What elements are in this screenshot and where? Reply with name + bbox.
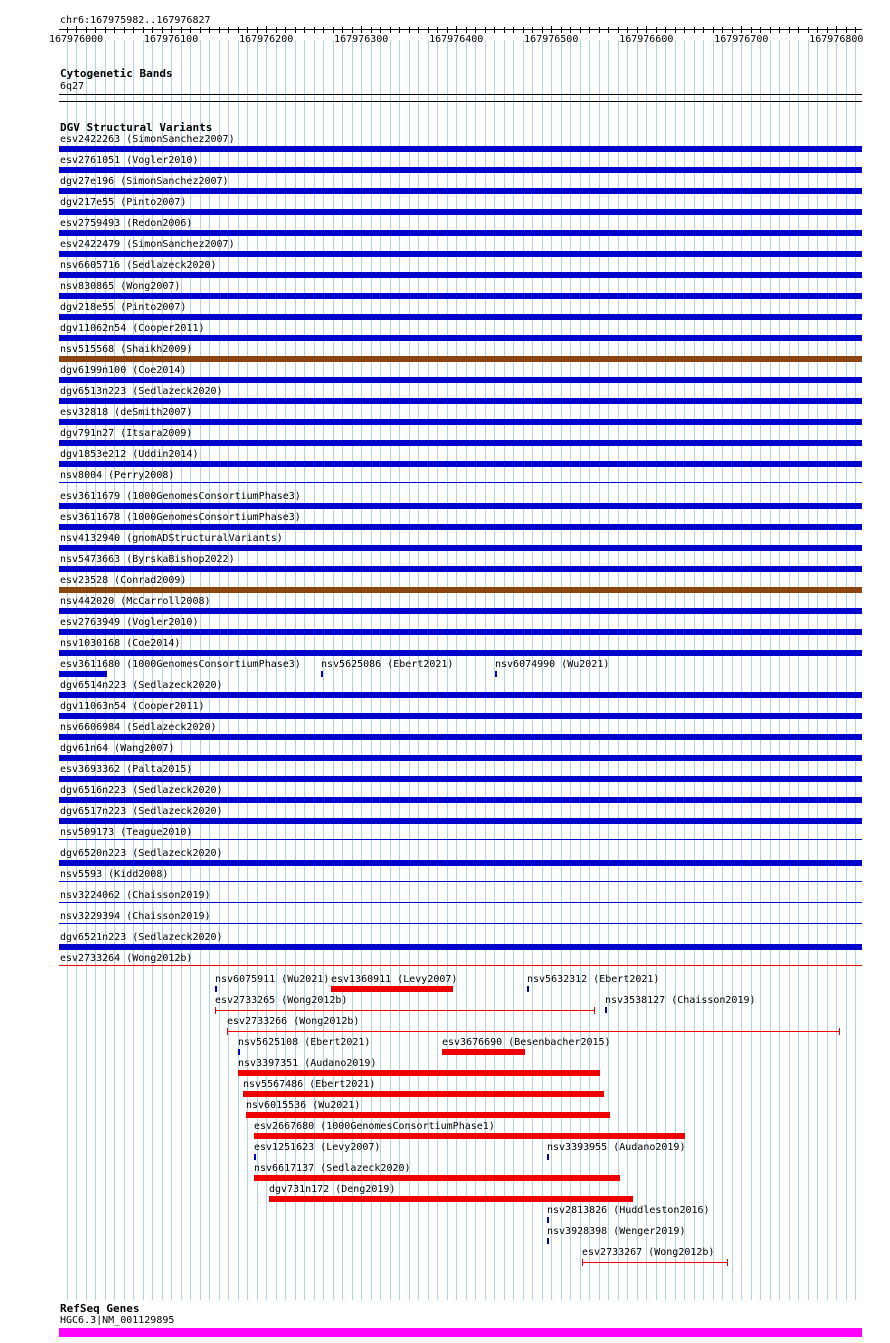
variant-label[interactable]: esv32818 (deSmith2007) (60, 407, 193, 418)
variant-bar[interactable] (246, 1112, 610, 1118)
variant-label[interactable]: dgv27e196 (SimonSanchez2007) (60, 176, 229, 187)
variant-bar[interactable] (59, 797, 862, 803)
ruler-tick-label: 167976200 (239, 34, 294, 45)
variant-label[interactable]: nsv6606984 (Sedlazeck2020) (60, 722, 217, 733)
variant-bar[interactable] (59, 356, 862, 362)
variant-label[interactable]: nsv442020 (McCarroll2008) (60, 596, 211, 607)
variant-bar[interactable] (59, 608, 862, 614)
variant-bar[interactable] (59, 209, 862, 215)
variant-bar[interactable] (605, 1007, 607, 1013)
cytogenetic-band-label: 6q27 (60, 81, 85, 92)
variant-bar-endcap (594, 1007, 595, 1014)
variant-label[interactable]: nsv5625086 (Ebert2021) (321, 659, 454, 670)
variant-label[interactable]: nsv3538127 (Chaisson2019) (605, 995, 756, 1006)
variant-label[interactable]: dgv61n64 (Wang2007) (60, 743, 175, 754)
variant-bar[interactable] (442, 1049, 525, 1055)
row-separator (59, 482, 862, 483)
variant-label[interactable]: nsv3397351 (Audano2019) (238, 1058, 377, 1069)
variant-label[interactable]: nsv8004 (Perry2008) (60, 470, 175, 481)
ruler-tick-label: 167976000 (49, 34, 104, 45)
variant-label[interactable]: esv2733264 (Wong2012b) (60, 953, 193, 964)
variant-label[interactable]: nsv3229394 (Chaisson2019) (60, 911, 211, 922)
variant-bar[interactable] (59, 860, 862, 866)
variant-label[interactable]: nsv830865 (Wong2007) (60, 281, 181, 292)
variant-bar[interactable] (238, 1070, 600, 1076)
variant-bar-thin[interactable] (582, 1262, 727, 1263)
variant-label[interactable]: esv1360911 (Levy2007) (331, 974, 458, 985)
variant-bar-endcap (839, 1028, 840, 1035)
refseq-track-title[interactable]: RefSeq Genes (60, 1302, 140, 1315)
variant-bar[interactable] (254, 1154, 256, 1160)
variant-label[interactable]: nsv1030168 (Coe2014) (60, 638, 181, 649)
variant-label[interactable]: dgv6520n223 (Sedlazeck2020) (60, 848, 223, 859)
variant-bar-thin[interactable] (215, 1010, 594, 1011)
variant-label[interactable]: dgv6516n223 (Sedlazeck2020) (60, 785, 223, 796)
variant-label[interactable]: nsv6075911 (Wu2021) (215, 974, 330, 985)
variant-bar[interactable] (547, 1238, 549, 1244)
variant-bar[interactable] (269, 1196, 633, 1202)
row-separator (59, 902, 862, 903)
variant-label[interactable]: dgv6517n223 (Sedlazeck2020) (60, 806, 223, 817)
variant-label[interactable]: esv3611678 (1000GenomesConsortiumPhase3) (60, 512, 301, 523)
variant-bar[interactable] (59, 629, 862, 635)
variant-label[interactable]: dgv1853e212 (Uddin2014) (60, 449, 199, 460)
variant-bar[interactable] (59, 335, 862, 341)
variant-bar[interactable] (59, 818, 862, 824)
variant-label[interactable]: esv2667680 (1000GenomesConsortiumPhase1) (254, 1121, 495, 1132)
variant-label[interactable]: dgv11062n54 (Cooper2011) (60, 323, 205, 334)
variant-label[interactable]: nsv5567486 (Ebert2021) (243, 1079, 376, 1090)
ruler-tick-label: 167976800 (809, 34, 864, 45)
variant-label[interactable]: esv2733265 (Wong2012b) (215, 995, 348, 1006)
variant-bar[interactable] (59, 503, 862, 509)
variant-label[interactable]: dgv6521n223 (Sedlazeck2020) (60, 932, 223, 943)
variant-label[interactable]: nsv3224062 (Chaisson2019) (60, 890, 211, 901)
variant-label[interactable]: dgv6199n100 (Coe2014) (60, 365, 187, 376)
variant-label[interactable]: esv2422479 (SimonSanchez2007) (60, 239, 235, 250)
variant-bar[interactable] (59, 524, 862, 530)
variant-bar[interactable] (321, 671, 323, 677)
variant-bar[interactable] (59, 314, 862, 320)
variant-label[interactable]: nsv5625108 (Ebert2021) (238, 1037, 371, 1048)
row-separator (59, 923, 862, 924)
variant-label[interactable]: esv2761051 (Vogler2010) (60, 155, 199, 166)
row-separator (59, 881, 862, 882)
variant-label[interactable]: dgv6513n223 (Sedlazeck2020) (60, 386, 223, 397)
variant-bar[interactable] (59, 398, 862, 404)
variant-bar[interactable] (59, 734, 862, 740)
variant-bar[interactable] (495, 671, 497, 677)
variant-label[interactable]: esv3611679 (1000GenomesConsortiumPhase3) (60, 491, 301, 502)
variant-bar[interactable] (59, 776, 862, 782)
variant-bar[interactable] (547, 1217, 549, 1223)
variant-bar-endcap (215, 1007, 216, 1014)
cytogenetic-band-line-bottom (59, 101, 862, 102)
variant-label[interactable]: dgv6514n223 (Sedlazeck2020) (60, 680, 223, 691)
variant-bar[interactable] (527, 986, 529, 992)
variant-label[interactable]: nsv6605716 (Sedlazeck2020) (60, 260, 217, 271)
variant-bar[interactable] (59, 713, 862, 719)
variant-bar[interactable] (243, 1091, 604, 1097)
variant-label[interactable]: esv23528 (Conrad2009) (60, 575, 187, 586)
variant-bar[interactable] (547, 1154, 549, 1160)
variant-label[interactable]: nsv4132940 (gnomADStructuralVariants) (60, 533, 283, 544)
row-separator (59, 839, 862, 840)
variant-label[interactable]: nsv5593 (Kidd2008) (60, 869, 169, 880)
variant-bar[interactable] (59, 419, 862, 425)
variant-bar[interactable] (59, 461, 862, 467)
variant-bar[interactable] (238, 1049, 240, 1055)
cytogenetic-track-title[interactable]: Cytogenetic Bands (60, 67, 173, 80)
variant-bar[interactable] (59, 755, 862, 761)
variant-bar[interactable] (59, 293, 862, 299)
track-separator-red (59, 965, 862, 966)
variant-bar[interactable] (59, 272, 862, 278)
variant-label[interactable]: esv2733266 (Wong2012b) (227, 1016, 360, 1027)
ruler-tick-label: 167976600 (619, 34, 674, 45)
cytogenetic-band-line[interactable] (59, 94, 862, 95)
variant-label[interactable]: esv3676690 (Besenbacher2015) (442, 1037, 611, 1048)
variant-label[interactable]: esv3611680 (1000GenomesConsortiumPhase3) (60, 659, 301, 670)
variant-bar[interactable] (59, 545, 862, 551)
variant-label[interactable]: dgv791n27 (Itsara2009) (60, 428, 193, 439)
variant-label[interactable]: nsv3928398 (Wenger2019) (547, 1226, 686, 1237)
variant-bar[interactable] (254, 1175, 620, 1181)
variant-label[interactable]: nsv5473663 (ByrskaBishop2022) (60, 554, 235, 565)
ruler-tick-label: 167976500 (524, 34, 579, 45)
variant-label[interactable]: dgv11063n54 (Cooper2011) (60, 701, 205, 712)
variant-bar[interactable] (59, 650, 862, 656)
variant-bar[interactable] (59, 251, 862, 257)
refseq-gene-label[interactable]: HGC6.3|NM_001129895 (60, 1315, 175, 1326)
variant-label[interactable]: esv2763949 (Vogler2010) (60, 617, 199, 628)
variant-bar-endcap (727, 1259, 728, 1266)
position-readout: chr6:167975982..167976827 (60, 15, 211, 26)
variant-bar-endcap (582, 1259, 583, 1266)
variant-label[interactable]: nsv5632312 (Ebert2021) (527, 974, 660, 985)
variant-label[interactable]: esv1251623 (Levy2007) (254, 1142, 381, 1153)
variant-label[interactable]: esv2759493 (Redon2006) (60, 218, 193, 229)
ruler-tick-label: 167976100 (144, 34, 199, 45)
variant-label[interactable]: nsv6074990 (Wu2021) (495, 659, 610, 670)
variant-bar[interactable] (331, 986, 453, 992)
ruler-tick-label: 167976700 (714, 34, 769, 45)
variant-bar[interactable] (215, 986, 217, 992)
variant-label[interactable]: nsv3393955 (Audano2019) (547, 1142, 686, 1153)
variant-bar[interactable] (59, 671, 107, 677)
ruler-tick-label: 167976400 (429, 34, 484, 45)
variant-label[interactable]: nsv515568 (Shaikh2009) (60, 344, 193, 355)
variant-bar[interactable] (59, 167, 862, 173)
variant-bar[interactable] (59, 440, 862, 446)
variant-label[interactable]: nsv2813826 (Huddleston2016) (547, 1205, 710, 1216)
variant-bar[interactable] (59, 188, 862, 194)
variant-label[interactable]: nsv6015536 (Wu2021) (246, 1100, 361, 1111)
variant-label[interactable]: esv3693362 (Palta2015) (60, 764, 193, 775)
variant-bar[interactable] (59, 587, 862, 593)
variant-bar[interactable] (59, 146, 862, 152)
variant-label[interactable]: esv2422263 (SimonSanchez2007) (60, 134, 235, 145)
variant-label[interactable]: dgv217e55 (Pinto2007) (60, 197, 187, 208)
variant-bar-endcap (227, 1028, 228, 1035)
variant-bar[interactable] (254, 1133, 685, 1139)
dgv-track-title[interactable]: DGV Structural Variants (60, 121, 213, 134)
refseq-gene-bar[interactable] (59, 1328, 862, 1337)
variant-label[interactable]: dgv218e55 (Pinto2007) (60, 302, 187, 313)
variant-label[interactable]: esv2733267 (Wong2012b) (582, 1247, 715, 1258)
variant-label[interactable]: dgv731n172 (Deng2019) (269, 1184, 396, 1195)
variant-bar[interactable] (59, 944, 862, 950)
variant-bar[interactable] (59, 566, 862, 572)
variant-bar[interactable] (59, 377, 862, 383)
ruler-tick-label: 167976300 (334, 34, 389, 45)
variant-bar[interactable] (59, 692, 862, 698)
variant-bar[interactable] (59, 230, 862, 236)
variant-label[interactable]: nsv6617137 (Sedlazeck2020) (254, 1163, 411, 1174)
variant-label[interactable]: nsv509173 (Teague2010) (60, 827, 193, 838)
variant-bar-thin[interactable] (227, 1031, 839, 1032)
